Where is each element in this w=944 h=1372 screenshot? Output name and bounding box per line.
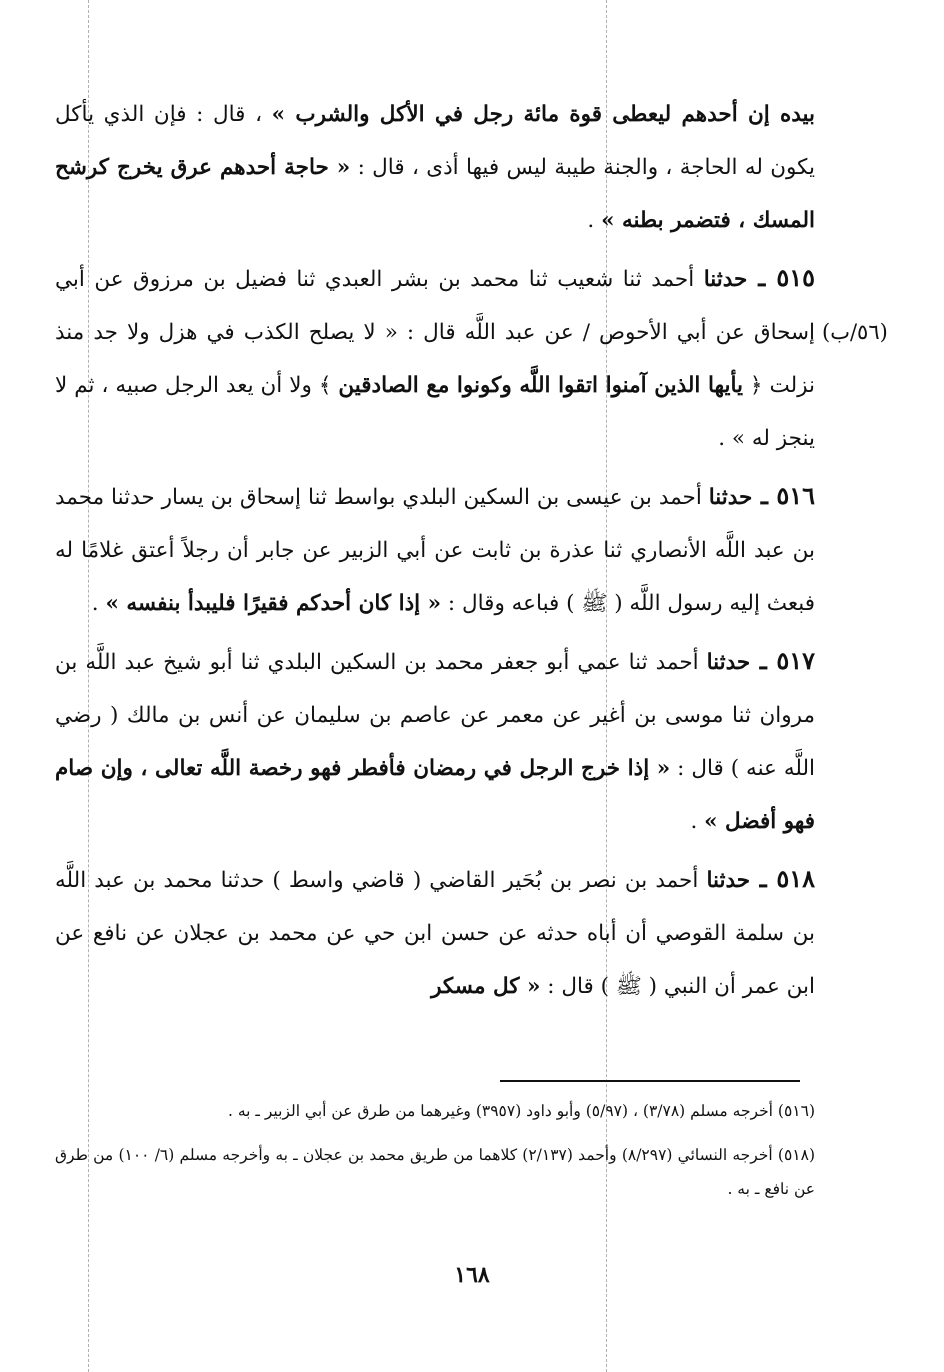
quoted-text: يأيها الذين آمنوا اتقوا اللَّه وكونوا مع الصادقين (338, 373, 743, 398)
narration-text: . (587, 208, 602, 233)
hadith-number: ٥١٦ ـ (752, 481, 815, 510)
hadith-number: ٥١٥ ـ (747, 263, 816, 292)
quoted-text: « حاجة أحدهم عرق يخرج كرشح المسك ، فتضمر بطنه » (55, 155, 815, 233)
hadith-opening-word: حدثنا (706, 868, 751, 893)
hadith-opening-word: حدثنا (706, 650, 751, 675)
hadith-paragraph (55, 251, 815, 465)
quoted-text: « إذا خرج الرجل في رمضان فأفطر فهو رخصة اللَّه تعالى ، وإن صام فهو أفضل » (55, 756, 815, 834)
narration-text: أحمد ثنا عمي أبو جعفر محمد بن السكين البلدي ثنا أبو شيخ عبد اللَّه بن مروان ثنا موسى بن أغير عن معمر عن عاصم بن سليمان عن أنس بن مالك ( رضي اللَّه عنه ) قال : (55, 650, 815, 781)
narration-text: أحمد بن عيسى بن السكين البلدي بواسط ثنا إسحاق بن يسار حدثنا محمد بن عبد اللَّه الأنصاري ثنا عذرة بن ثابت عن أبي الزبير عن جابر أن رجلاً أعتق غلامًا له فبعث إليه رسول اللَّه ( ﷺ ) فباعه وقال : (55, 485, 815, 616)
footnote-separator (500, 1080, 800, 1082)
narration-text: . (690, 809, 705, 834)
hadith-number: ٥١٨ ـ (750, 864, 815, 893)
quoted-text: بيده إن أحدهم ليعطى قوة مائة رجل في الأكل والشرب » (271, 102, 816, 127)
hadith-paragraph (55, 852, 815, 1013)
footnote-516: (٥١٦) أخرجه مسلم (٣/٧٨) ، (٥/٩٧) وأبو داود (٣٩٥٧) وغيرهما من طرق عن أبي الزبير ـ به . (228, 1102, 815, 1120)
narration-text: . (91, 591, 106, 616)
narration-text: ﴾ ولا أن يعد الرجل صبيه ، ثم لا ينجز له » . (55, 373, 815, 451)
margin-folio-note: (٥٦/ب) (822, 320, 888, 344)
hadith-paragraph (55, 634, 815, 848)
narration-text: أحمد ثنا شعيب ثنا محمد بن بشر العبدي ثنا فضيل بن مرزوق عن أبي إسحاق عن أبي الأحوص / عن عبد اللَّه قال : « لا يصلح الكذب في هزل ولا جد منذ نزلت ﴿ (55, 267, 815, 398)
hadith-number: ٥١٧ ـ (750, 646, 815, 675)
narration-text: أحمد بن نصر بن بُحَير القاضي ( قاضي واسط ) حدثنا محمد بن عبد اللَّه بن سلمة القوصي أن أباه حدثه عن حسن ابن حي عن محمد بن عجلان عن نافع عن ابن عمر أن النبي ( ﷺ ) قال : (55, 868, 815, 999)
hadith-opening-word: حدثنا (703, 267, 748, 292)
hadith-paragraph (55, 469, 815, 630)
footnotes (55, 1094, 815, 1216)
hadith-opening-word: حدثنا (708, 485, 753, 510)
page-number: ١٦٨ (454, 1262, 490, 1288)
hadith-paragraph (55, 88, 815, 247)
main-text (55, 88, 815, 1017)
quoted-text: « كل مسكر (431, 974, 541, 999)
footnote-518: (٥١٨) أخرجه النسائي (٨/٢٩٧) وأحمد (٢/١٣٧) كلاهما من طريق محمد بن عجلان ـ به وأخرجه مسلم (٦/ ١٠٠) من طرق عن نافع ـ به . (55, 1146, 816, 1198)
quoted-text: « إذا كان أحدكم فقيرًا فليبدأ بنفسه » (105, 591, 442, 616)
narration-text: ، قال : فإن الذي يأكل يكون له الحاجة ، والجنة طيبة ليس فيها أذى ، قال : (55, 102, 815, 180)
